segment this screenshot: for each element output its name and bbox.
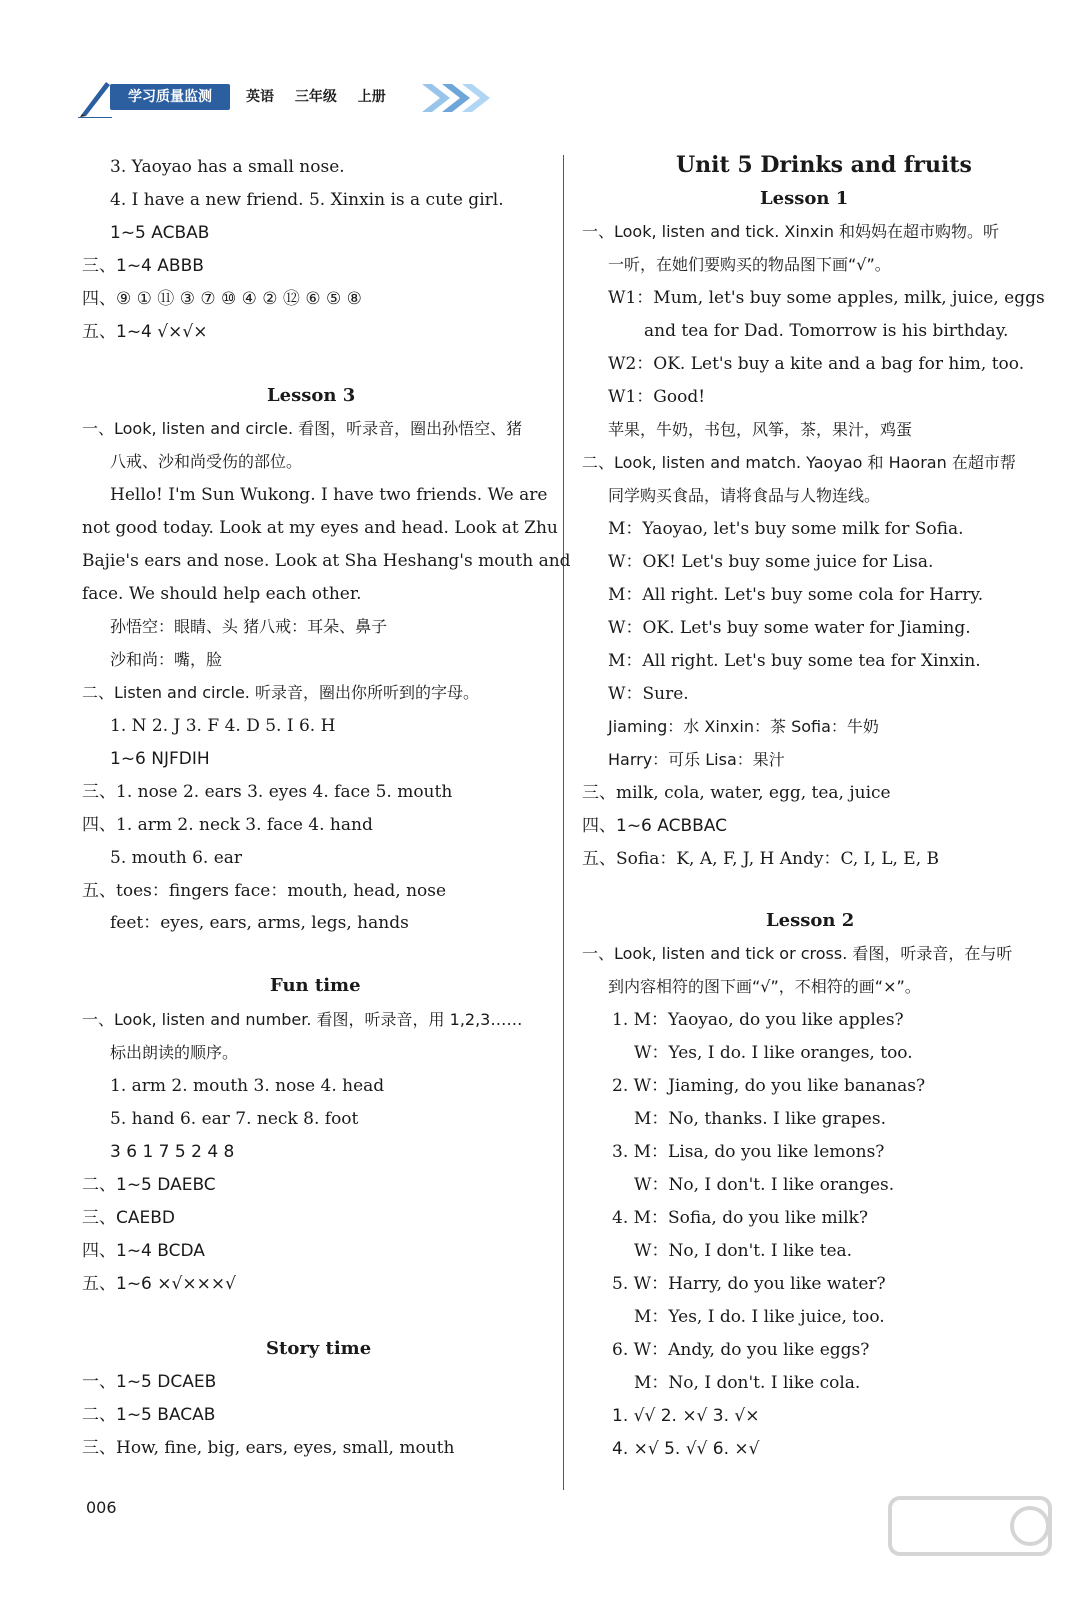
transcript-line: 3. M：Lisa, do you like lemons? [612, 1142, 885, 1162]
transcript-line: Bajie's ears and nose. Look at Sha Heshang's mouth and [82, 551, 571, 571]
answer-line: 四、1. arm 2. neck 3. face 4. hand [82, 815, 373, 835]
answer-line: 四、1~4 BCDA [82, 1241, 205, 1261]
transcript-line: M：Yes, I do. I like juice, too. [634, 1307, 885, 1327]
transcript-line: 4. M：Sofia, do you like milk? [612, 1208, 868, 1228]
answer-line: 五、1~6 ×√×××√ [82, 1274, 236, 1294]
watermark-logo [880, 1490, 1060, 1590]
answer-line: 1~5 ACBAB [110, 223, 210, 243]
answer-line: 1. N 2. J 3. F 4. D 5. I 6. H [110, 716, 336, 736]
transcript-line: 2. W：Jiaming, do you like bananas? [612, 1076, 926, 1096]
question-line: 一、Look, listen and tick or cross. 看图，听录音，在与听 [582, 944, 1013, 963]
section-heading-lesson-3: Lesson 3 [267, 385, 356, 406]
answer-line: 三、1~4 ABBB [82, 256, 204, 276]
volume-label: 上册 [357, 89, 386, 105]
section-heading-lesson-2: Lesson 2 [766, 910, 855, 931]
page-header [78, 78, 508, 118]
answer-line: 五、Sofia：K, A, F, J, H Andy：C, I, L, E, B [582, 849, 940, 869]
question-line: 一、Look, listen and number. 看图，听录音，用 1,2,3…… [82, 1010, 523, 1029]
section-heading-lesson-1: Lesson 1 [760, 188, 849, 209]
transcript-line: M：All right. Let's buy some cola for Harry. [608, 585, 984, 605]
transcript-line: W：Sure. [608, 684, 689, 704]
transcript-line: 5. W：Harry, do you like water? [612, 1274, 886, 1294]
transcript-line: W：OK! Let's buy some juice for Lisa. [608, 552, 934, 572]
question-line: 同学购买食品，请将食品与人物连线。 [608, 486, 881, 505]
answer-line: Jiaming：水 Xinxin：茶 Sofia：牛奶 [608, 717, 879, 736]
answer-line: 三、CAEBD [82, 1208, 175, 1228]
answer-line: 孙悟空：眼睛、头 猪八戒：耳朵、鼻子 [110, 617, 388, 636]
question-line: 一、Look, listen and tick. Xinxin 和妈妈在超市购物。听 [582, 222, 1000, 241]
transcript-line: W1：Good! [608, 387, 706, 407]
page-number: 006 [86, 1498, 117, 1517]
question-line: 八戒、沙和尚受伤的部位。 [110, 452, 303, 471]
transcript-line: M：All right. Let's buy some tea for Xinxin. [608, 651, 981, 671]
transcript-line: W1：Mum, let's buy some apples, milk, juice, eggs [608, 288, 1045, 308]
question-line: 一、Look, listen and circle. 看图，听录音，圈出孙悟空、猪 [82, 419, 523, 438]
question-line: 二、Look, listen and match. Yaoyao 和 Haoran 在超市帮 [582, 453, 1016, 472]
answer-line: 三、How, fine, big, ears, eyes, small, mouth [82, 1438, 455, 1458]
transcript-line: W：OK. Let's buy some water for Jiaming. [608, 618, 971, 638]
answer-line: 三、1. nose 2. ears 3. eyes 4. face 5. mouth [82, 782, 453, 802]
section-heading-story-time: Story time [266, 1338, 372, 1359]
question-line: 标出朗读的顺序。 [110, 1043, 239, 1062]
transcript-line: W：No, I don't. I like oranges. [634, 1175, 895, 1195]
question-line: 到内容相符的图下画“√”，不相符的画“×”。 [608, 977, 921, 996]
answer-line: 3. Yaoyao has a small nose. [110, 157, 345, 177]
answer-line: feet：eyes, ears, arms, legs, hands [110, 913, 409, 933]
transcript-line: not good today. Look at my eyes and head. Look at Zhu [82, 518, 558, 538]
answer-line: Harry：可乐 Lisa：果汁 [608, 750, 785, 769]
answer-line: 4. ×√ 5. √√ 6. ×√ [612, 1439, 760, 1459]
answer-line: 四、1~6 ACBBAC [582, 816, 728, 836]
answer-line: 5. mouth 6. ear [110, 848, 243, 868]
answer-line: 1~6 NJFDIH [110, 749, 210, 769]
transcript-line: and tea for Dad. Tomorrow is his birthday. [644, 321, 1009, 341]
transcript-line: Hello! I'm Sun Wukong. I have two friends. We are [110, 485, 548, 505]
transcript-line: M：Yaoyao, let's buy some milk for Sofia. [608, 519, 964, 539]
transcript-line: W：No, I don't. I like tea. [634, 1241, 853, 1261]
question-line: 一听，在她们要购买的物品图下画“√”。 [608, 255, 891, 274]
transcript-line: M：No, I don't. I like cola. [634, 1373, 861, 1393]
column-divider [563, 155, 564, 1490]
answer-line: 5. hand 6. ear 7. neck 8. foot [110, 1109, 359, 1129]
answer-line: 一、1~5 DCAEB [82, 1372, 217, 1392]
transcript-line: M：No, thanks. I like grapes. [634, 1109, 886, 1129]
answer-line: 3 6 1 7 5 2 4 8 [110, 1142, 235, 1162]
unit-title: Unit 5 Drinks and fruits [676, 152, 972, 178]
question-line: 二、Listen and circle. 听录音，圈出你所听到的字母。 [82, 683, 479, 702]
pen-icon [78, 78, 112, 118]
answer-line: 1. √√ 2. ×√ 3. √× [612, 1406, 760, 1426]
answer-line: 五、1~4 √×√× [82, 322, 208, 342]
chevron-decoration-icon [418, 78, 498, 118]
transcript-line: 1. M：Yaoyao, do you like apples? [612, 1010, 904, 1030]
answer-line: 三、milk, cola, water, egg, tea, juice [582, 783, 891, 803]
transcript-line: W：Yes, I do. I like oranges, too. [634, 1043, 913, 1063]
answer-line: 沙和尚：嘴，脸 [110, 650, 223, 669]
answer-line: 四、⑨ ① ⑪ ③ ⑦ ⑩ ④ ② ⑫ ⑥ ⑤ ⑧ [82, 289, 362, 309]
answer-line: 二、1~5 DAEBC [82, 1175, 216, 1195]
subject-label: 英语 [246, 89, 274, 105]
answer-line: 五、toes：fingers face：mouth, head, nose [82, 881, 447, 901]
transcript-line: face. We should help each other. [82, 584, 362, 604]
section-heading-fun-time: Fun time [270, 975, 361, 996]
grade-label: 三年级 [294, 89, 337, 105]
answer-line: 1. arm 2. mouth 3. nose 4. head [110, 1076, 385, 1096]
answer-line: 苹果，牛奶，书包，风筝，茶，果汁，鸡蛋 [608, 420, 913, 439]
transcript-line: 6. W：Andy, do you like eggs? [612, 1340, 870, 1360]
transcript-line: W2：OK. Let's buy a kite and a bag for him, too. [608, 354, 1025, 374]
answer-line: 二、1~5 BACAB [82, 1405, 216, 1425]
answer-line: 4. I have a new friend. 5. Xinxin is a cute girl. [110, 190, 504, 210]
header-meta [246, 84, 402, 110]
brand-label: 学习质量监测 [110, 84, 230, 110]
